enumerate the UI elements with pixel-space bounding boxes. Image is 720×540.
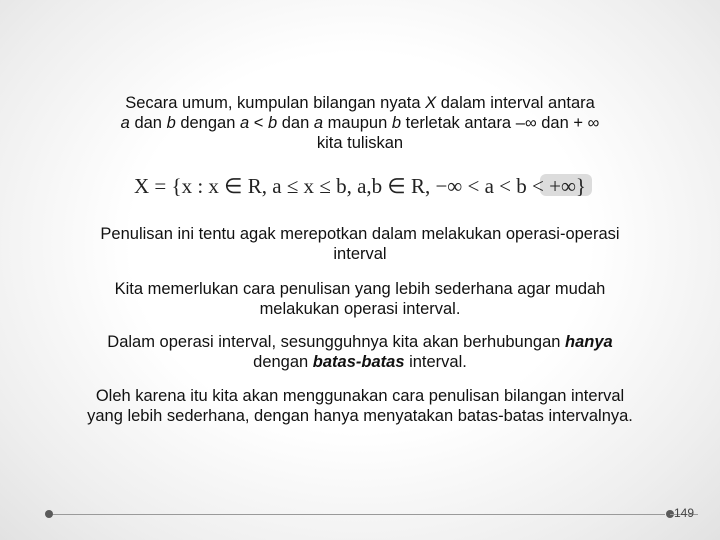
intro-text: maupun [323,114,392,132]
var-x: X [425,94,437,112]
var-a: a [239,114,250,132]
var-a: a [313,114,324,132]
paragraph-oleh-karena: Oleh karena itu kita akan menggunakan cara penulisan bilangan interval yang lebih sederhana, dengan hanya menyatakan batas-batas intervalnya. [87,387,633,425]
intro-text: < [249,114,268,132]
intro-text: dalam interval antara [436,94,595,112]
intro-text: dengan [175,114,240,132]
emphasis-hanya: hanya [565,333,613,351]
var-b: b [166,114,176,132]
paragraph-text: Dalam operasi interval, sesungguhnya kita akan berhubungan [107,333,566,351]
intro-text: Secara umum, kumpulan bilangan nyata [125,94,426,112]
intro-paragraph [80,93,640,153]
paragraph-operasi-interval [80,332,640,372]
paragraph-penulisan: Penulisan ini tentu agak merepotkan dalam melakukan operasi-operasi interval [100,225,620,263]
intro-text: dan [129,114,167,132]
paragraph-kita-memerlukan: Kita memerlukan cara penulisan yang lebih sederhana agar mudah melakukan operasi interval. [114,280,606,318]
page-number: 149 [674,506,695,520]
var-b: b [267,114,278,132]
formula-text: X = {x : x ∈ R, a ≤ x ≤ b, a,b ∈ R, −∞ < a < b < +∞} [133,174,587,198]
paragraph-text: dengan [253,353,313,371]
footer-line [48,514,665,515]
var-a: a [120,114,130,132]
intro-text: kita tuliskan [316,134,404,152]
var-b: b [391,114,402,132]
footer-dot-icon [45,510,53,518]
intro-text: terletak antara –∞ dan + ∞ [401,114,600,132]
set-formula [100,170,620,202]
emphasis-batas: batas-batas [312,353,405,371]
intro-text: dan [277,114,314,132]
paragraph-text: interval. [404,353,467,371]
